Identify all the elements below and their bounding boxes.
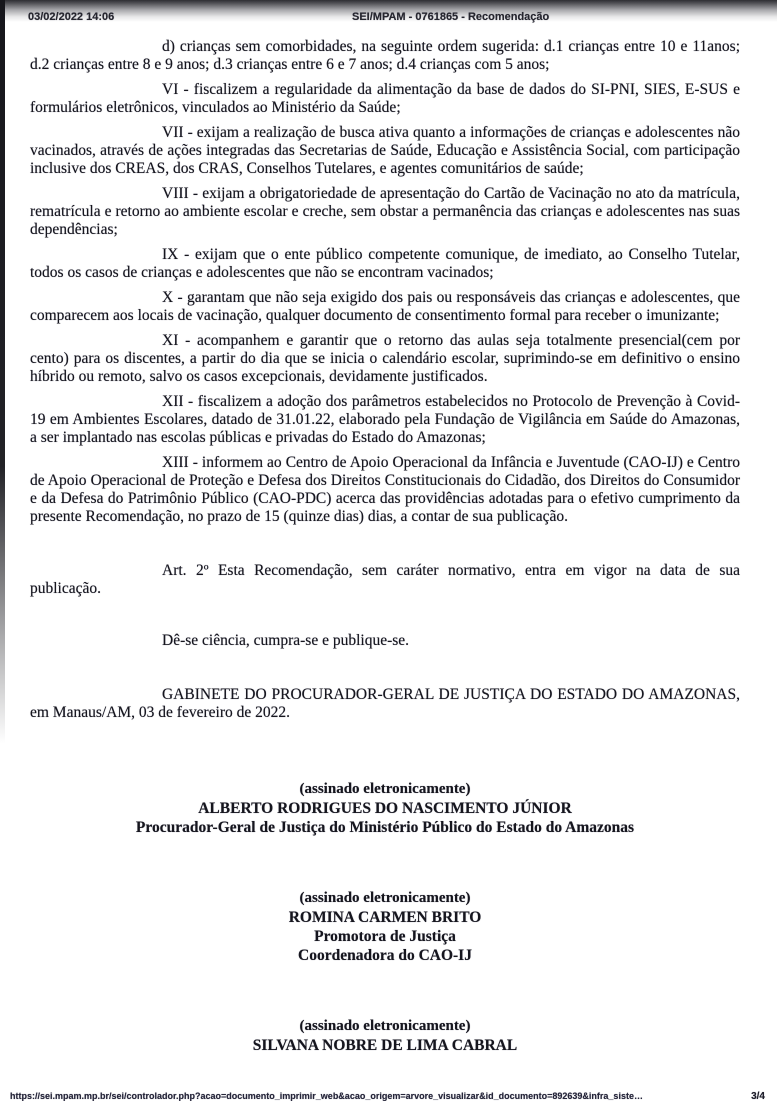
clause-paragraph: IX - exijam que o ente público competente comunique, de imediato, ao Conselho Tutelar, todos os casos de crianças e adolescentes que não se encontram vacinados; [30, 246, 740, 281]
clause-list [30, 38, 740, 526]
print-footer-url: https://sei.mpam.mp.br/sei/controlador.php?acao=documento_imprimir_web&acao_origem=arvore_visualizar&id_documento=892639&infra_siste… [10, 1091, 643, 1101]
photo-left-edge-shadow [0, 0, 5, 1110]
clause-paragraph: VIII - exijam a obrigatoriedade de apresentação do Cartão de Vacinação no ato da matrícula, rematrícula e retorno ao ambiente escolar e creche, sem obstar a permanência das crianças e adolescentes nas suas dependências; [30, 185, 740, 238]
clause-paragraph: VII - exijam a realização de busca ativa quanto a informações de crianças e adolescentes não vacinados, através de ações integradas das Secretarias de Saúde, Educação e Assistência Social, com participação inclusive dos CREAS, dos CRAS, Conselhos Tutelares, e agentes comunitários de saúde; [30, 124, 740, 177]
signature-blocks [30, 780, 740, 1055]
signatory-role: Promotora de Justiça [314, 928, 456, 945]
print-footer-page-indicator: 3/4 [751, 1091, 765, 1102]
signatory-role: Procurador-Geral de Justiça do Ministério Público do Estado do Amazonas [135, 819, 635, 836]
print-header-doc-title: SEI/MPAM - 0761865 - Recomendação [352, 11, 550, 23]
clause-paragraph: XII - fiscalizem a adoção dos parâmetros estabelecidos no Protocolo de Prevenção à Covid-19 em Ambientes Escolares, datado de 31.01.22, elaborado pela Fundação de Vigilância em Saúde do Amazonas, a ser implantado nas escolas públicas e privadas do Estado do Amazonas; [30, 393, 740, 446]
dictum-paragraph: Dê-se ciência, cumpra-se e publique-se. [162, 632, 410, 649]
gabinete-paragraph: GABINETE DO PROCURADOR-GERAL DE JUSTIÇA DO ESTADO DO AMAZONAS, em Manaus/AM, 03 de fevereiro de 2022. [30, 686, 740, 721]
print-footer [10, 1091, 765, 1102]
clause-paragraph: VI - fiscalizem a regularidade da alimentação da base de dados do SI-PNI, SIES, E-SUS e formulários eletrônicos, vinculados ao Ministério da Saúde; [30, 81, 740, 116]
clause-paragraph: d) crianças sem comorbidades, na seguinte ordem sugerida: d.1 crianças entre 10 e 11anos; d.2 crianças entre 8 e 9 anos; d.3 crianças entre 6 e 7 anos; d.4 crianças com 5 anos; [30, 38, 740, 73]
signature-note: (assinado eletronicamente) [299, 1018, 471, 1034]
signature-block [30, 780, 740, 837]
signature-block [30, 1017, 740, 1055]
print-header-datetime: 03/02/2022 14:06 [28, 11, 115, 23]
signature-note: (assinado eletronicamente) [299, 890, 471, 906]
signatory-name: ROMINA CARMEN BRITO [288, 909, 482, 926]
document-body [30, 38, 740, 1055]
clause-paragraph: XIII - informem ao Centro de Apoio Operacional da Infância e Juventude (CAO-IJ) e Centro de Apoio Operacional de Proteção e Defesa dos Direitos Constitucionais do Cidadão, dos Direitos do Consumidor e da Defesa do Patrimônio Público (CAO-PDC) acerca das providências adotadas para o efetivo cumprimento da presente Recomendação, no prazo de 15 (quinze dias) dias, a contar de sua publicação. [30, 454, 740, 525]
signature-block [30, 889, 740, 965]
signatory-name: ALBERTO RODRIGUES DO NASCIMENTO JÚNIOR [198, 800, 572, 817]
clause-paragraph: XI - acompanhem e garantir que o retorno das aulas seja totalmente presencial(cem por cento) para os discentes, a partir do dia que se inicia o calendário escolar, suprimindo-se em definitivo o ensino híbrido ou remoto, salvo os casos excepcionais, devidamente justificados. [30, 332, 740, 385]
signatory-role: Coordenadora do CAO-IJ [298, 947, 472, 964]
signature-note: (assinado eletronicamente) [299, 781, 471, 797]
clause-paragraph: X - garantam que não seja exigido dos pais ou responsáveis das crianças e adolescentes, que comparecem aos locais de vacinação, qualquer documento de consentimento formal para receber o imunizante; [30, 289, 740, 324]
signatory-name: SILVANA NOBRE DE LIMA CABRAL [252, 1037, 518, 1054]
article-2-paragraph: Art. 2º Esta Recomendação, sem caráter normativo, entra em vigor na data de sua publicação. [30, 562, 740, 597]
